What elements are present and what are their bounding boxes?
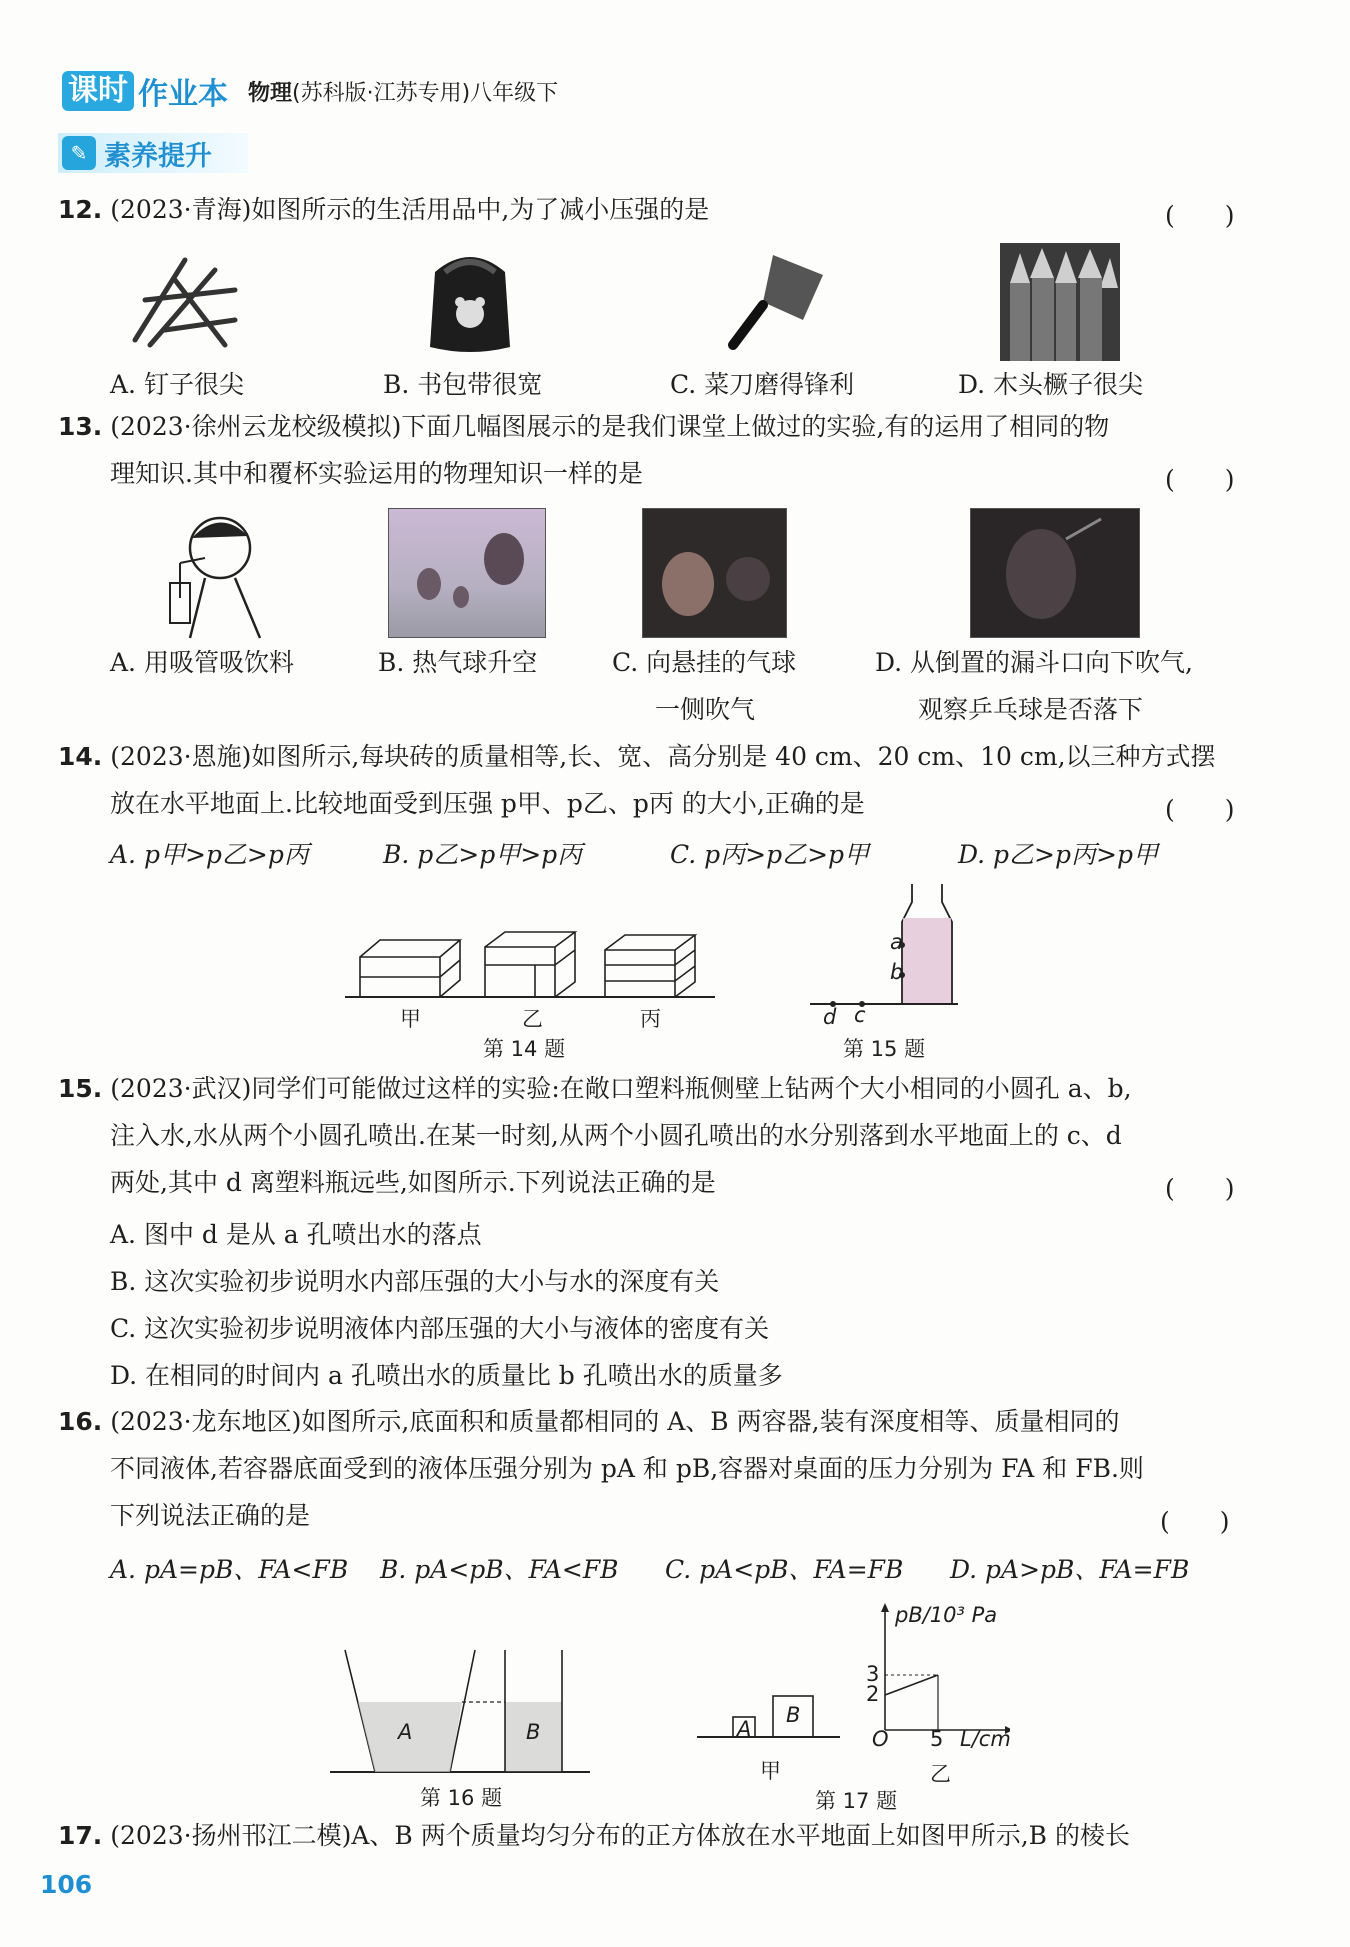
fig15-label-d: d [823, 1005, 837, 1029]
question-text: (2023·恩施)如图所示,每块砖的质量相等,长、宽、高分别是 40 cm、20 cm、10 cm,以三种方式摆 [110, 742, 1216, 771]
question-number: 16. [58, 1407, 103, 1436]
fig16-label-a: A [398, 1720, 413, 1744]
hot-air-balloon-image [388, 508, 546, 638]
fig14-label-bing: 丙 [640, 1007, 661, 1031]
funnel-blow-image [970, 508, 1140, 638]
q15-option-c: C. 这次实验初步说明液体内部压强的大小与液体的密度有关 [110, 1314, 770, 1343]
question-15-line3: 两处,其中 d 离塑料瓶远些,如图所示.下列说法正确的是 [110, 1168, 716, 1197]
subject: 物理 [248, 80, 293, 106]
answer-bracket: ( ) [1165, 465, 1235, 494]
kitchen-knife-image [718, 250, 828, 355]
answer-bracket: ( ) [1160, 1507, 1230, 1536]
answer-bracket: ( ) [1165, 795, 1235, 824]
wooden-stakes-image [1000, 243, 1120, 361]
question-text: (2023·武汉)同学们可能做过这样的实验:在敞口塑料瓶侧壁上钻两个大小相同的小圆孔 a、b, [110, 1074, 1132, 1103]
question-number: 14. [58, 742, 103, 771]
question-text: (2023·龙东地区)如图所示,底面积和质量都相同的 A、B 两容器,装有深度相等、质量相同的 [110, 1407, 1120, 1436]
q16-option-b: B. pA<pB、FA<FB [380, 1555, 619, 1584]
fig17-tick-2: 2 [866, 1682, 880, 1706]
fig14-caption: 第 14 题 [483, 1037, 566, 1061]
q12-option-c: C. 菜刀磨得锋利 [670, 370, 855, 399]
question-text: (2023·青海)如图所示的生活用品中,为了减小压强的是 [110, 195, 710, 224]
logo-suffix: 作业本 [138, 77, 228, 112]
fig17-block-b: B [786, 1703, 801, 1727]
fig17-caption: 第 17 题 [815, 1789, 898, 1813]
question-15-line2: 注入水,水从两个小圆孔喷出.在某一时刻,从两个小圆孔喷出的水分别落到水平地面上的 c、d [110, 1121, 1122, 1150]
q13-option-d-line2: 观察乒乓球是否落下 [918, 695, 1144, 724]
q12-option-b: B. 书包带很宽 [383, 370, 543, 399]
q15-option-d: D. 在相同的时间内 a 孔喷出水的质量比 b 孔喷出水的质量多 [110, 1361, 783, 1390]
q12-option-a: A. 钉子很尖 [110, 370, 244, 399]
question-text: (2023·徐州云龙校级模拟)下面几幅图展示的是我们课堂上做过的实验,有的运用了相同的物 [110, 412, 1110, 441]
fig17-x-axis: L/cm [960, 1727, 1011, 1751]
fig17-sub-yi: 乙 [930, 1762, 951, 1786]
question-number: 12. [58, 195, 103, 224]
q15-option-b: B. 这次实验初步说明水内部压强的大小与水的深度有关 [110, 1267, 720, 1296]
brick-figure [345, 905, 715, 1005]
q14-option-b: B. p乙>p甲>p丙 [383, 840, 583, 869]
fig15-label-c: c [854, 1003, 866, 1027]
question-number: 15. [58, 1074, 103, 1103]
q14-option-d: D. p乙>p丙>p甲 [958, 840, 1158, 869]
q14-option-c: C. p丙>p乙>p甲 [670, 840, 870, 869]
q16-option-d: D. pA>pB、FA=FB [950, 1555, 1190, 1584]
fig17-sub-jia: 甲 [760, 1759, 781, 1783]
fig15-label-b: b [890, 960, 904, 984]
question-17 [58, 1812, 1130, 1859]
question-13-line2: 理知识.其中和覆杯实验运用的物理知识一样的是 [110, 459, 643, 488]
fig15-caption: 第 15 题 [843, 1037, 926, 1061]
q13-option-a: A. 用吸管吸饮料 [110, 648, 294, 677]
question-text: (2023·扬州邗江二模)A、B 两个质量均匀分布的正方体放在水平地面上如图甲所示,B 的棱长 [110, 1821, 1130, 1850]
question-16-line2: 不同液体,若容器底面受到的液体压强分别为 pA 和 pB,容器对桌面的压力分别为 FA 和 FB.则 [110, 1454, 1144, 1483]
cubes-figure [695, 1685, 845, 1755]
fig16-label-b: B [526, 1720, 541, 1744]
fig14-label-jia: 甲 [400, 1007, 421, 1031]
book-subtitle [248, 76, 558, 107]
edition: (苏科版·江苏专用)八年级下 [292, 80, 559, 106]
fig16-caption: 第 16 题 [420, 1786, 503, 1810]
header [62, 70, 558, 112]
containers-figure [330, 1640, 590, 1780]
logo: 课时 [62, 71, 134, 111]
fig17-origin: O [872, 1727, 889, 1751]
question-14-line2: 放在水平地面上.比较地面受到压强 p甲、p乙、p丙 的大小,正确的是 [110, 789, 865, 818]
q13-option-c-line2: 一侧吹气 [655, 695, 756, 724]
q16-option-a: A. pA=pB、FA<FB [110, 1555, 349, 1584]
question-15 [58, 1065, 1132, 1112]
q13-option-b: B. 热气球升空 [378, 648, 538, 677]
question-12 [58, 186, 709, 233]
question-16 [58, 1398, 1120, 1445]
question-number: 17. [58, 1821, 103, 1850]
fig14-label-yi: 乙 [522, 1007, 543, 1031]
answer-bracket: ( ) [1165, 201, 1235, 230]
rocket-icon: ✎ [62, 136, 96, 170]
q13-option-d: D. 从倒置的漏斗口向下吹气, [875, 648, 1193, 677]
backpack-image [415, 242, 525, 357]
q14-option-a: A. p甲>p乙>p丙 [110, 840, 309, 869]
question-14 [58, 733, 1216, 780]
boy-straw-image [160, 508, 275, 643]
fig17-tick-3: 3 [866, 1662, 880, 1686]
q15-option-a: A. 图中 d 是从 a 孔喷出水的落点 [110, 1220, 482, 1249]
balloon-blow-image [642, 508, 787, 638]
fig17-tick-5: 5 [930, 1727, 944, 1751]
question-16-line3: 下列说法正确的是 [110, 1501, 311, 1530]
fig17-block-a: A [737, 1717, 752, 1741]
fig17-y-axis: pB/10³ Pa [895, 1603, 998, 1627]
fig15-label-a: a [890, 930, 903, 954]
q16-option-c: C. pA<pB、FA=FB [665, 1555, 904, 1584]
section-title: 素养提升 [104, 140, 212, 172]
question-13 [58, 403, 1109, 450]
answer-bracket: ( ) [1165, 1174, 1235, 1203]
q13-option-c: C. 向悬挂的气球 [612, 648, 797, 677]
section-tag [58, 133, 248, 173]
q12-option-d: D. 木头橛子很尖 [958, 370, 1144, 399]
question-number: 13. [58, 412, 103, 441]
page-number: 106 [40, 1870, 93, 1899]
nails-image [125, 250, 245, 350]
